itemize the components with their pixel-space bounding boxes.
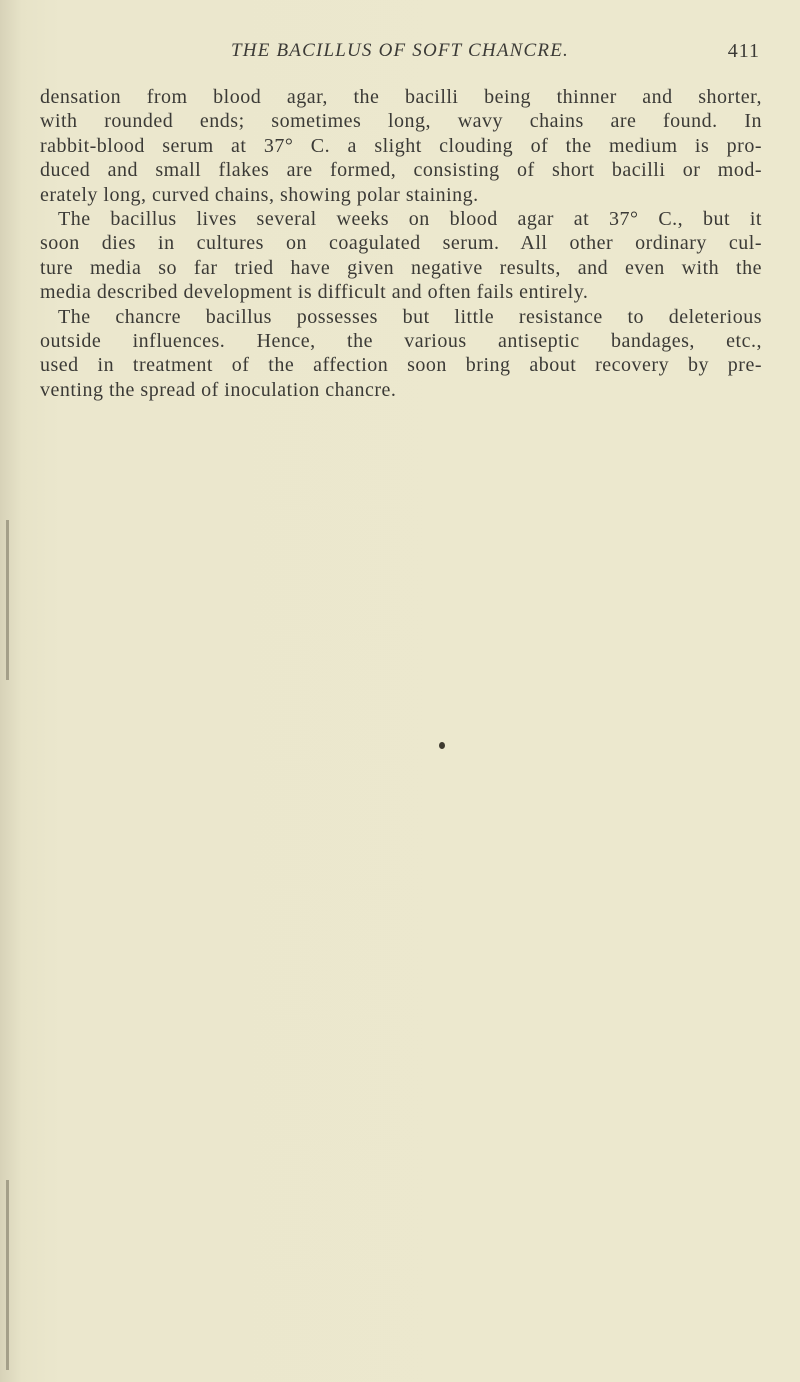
body-text (40, 85, 762, 402)
binding-edge-shadow (6, 520, 9, 680)
text-line: erately long, curved chains, showing polar staining. (40, 183, 479, 206)
text-line: outside influences. Hence, the various antiseptic bandages, etc., (40, 330, 762, 353)
text-line: media described development is difficult and often fails entirely. (40, 281, 589, 304)
text-line: venting the spread of inoculation chancre. (40, 378, 397, 401)
running-title: THE BACILLUS OF SOFT CHANCRE. (231, 40, 569, 61)
text-line: used in treatment of the affection soon bring about recovery by pre- (40, 354, 762, 377)
binding-edge-shadow (6, 1180, 9, 1370)
text-line: with rounded ends; sometimes long, wavy chains are found. In (40, 110, 762, 133)
page-number: 411 (727, 40, 760, 62)
paragraph (40, 305, 762, 403)
text-line: rabbit-blood serum at 37° C. a slight clouding of the medium is pro- (40, 134, 762, 157)
ink-speck (439, 742, 445, 749)
text-line: ture media so far tried have given negative results, and even with the (40, 256, 762, 279)
page-header (40, 40, 760, 74)
paragraph (40, 207, 762, 305)
text-line: The bacillus lives several weeks on blood agar at 37° C., but it (58, 208, 762, 231)
paragraph (40, 85, 762, 207)
text-line: soon dies in cultures on coagulated serum. All other ordinary cul- (40, 232, 762, 255)
text-line: densation from blood agar, the bacilli being thinner and shorter, (40, 86, 762, 108)
text-line: duced and small flakes are formed, consisting of short bacilli or mod- (40, 159, 762, 182)
text-line: The chancre bacillus possesses but little resistance to deleterious (58, 305, 762, 328)
